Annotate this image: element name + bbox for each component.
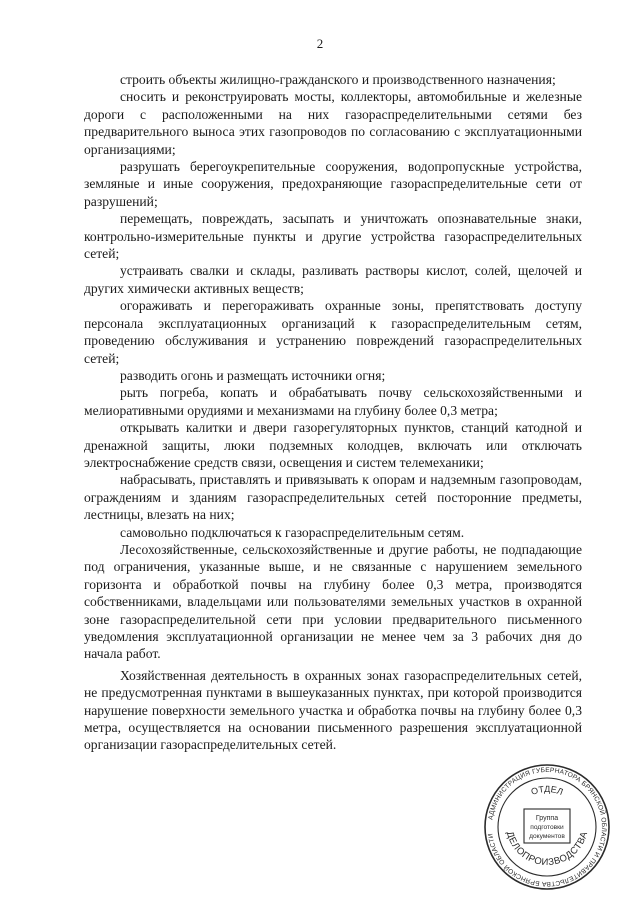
paragraph: самовольно подключаться к газораспределительным сетям. <box>120 524 465 540</box>
paragraph: разрушать берегоукрепительные сооружения, водопропускные устройства, земляные и иные сооружения, предохраняющие газораспределительные сети от разрушений; <box>84 159 582 209</box>
paragraph: рыть погреба, копать и обрабатывать почву сельскохозяйственными и мелиоративными орудиями и механизмами на глубину более 0,3 метра; <box>84 385 582 418</box>
stamp-top-text: ОТДЕЛ <box>529 783 565 797</box>
stamp-center-line: документов <box>529 833 565 840</box>
stamp-outer-text: АДМИНИСТРАЦИЯ ГУБЕРНАТОРА БРЯНСКОЙ ОБЛАСТИ И ПРАВИТЕЛЬСТВА БРЯНСКОЙ ОБЛАСТИ <box>487 766 608 888</box>
paragraph: огораживать и перегораживать охранные зоны, препятствовать доступу персонала эксплуатационных организаций к газораспределительным сетям, проведению обслуживания и устранению повреждений газораспределительных сетей; <box>84 298 582 366</box>
page-number: 2 <box>316 36 324 51</box>
paragraph: набрасывать, приставлять и привязывать к опорам и надземным газопроводам, ограждениям и зданиям газораспределительных сетей посторонние предметы, лестницы, влезать на них; <box>84 472 582 523</box>
office-stamp <box>482 762 612 892</box>
paragraph: открывать калитки и двери газорегуляторных пунктов, станций катодной и дренажной защиты, люки подземных колодцев, включать или отключать электроснабжение средств связи, освещения и систем телемеханики; <box>84 420 582 470</box>
paragraph: разводить огонь и размещать источники огня; <box>120 367 386 383</box>
stamp-center-line: подготовки <box>530 824 564 831</box>
paragraph: перемещать, повреждать, засыпать и уничтожать опознавательные знаки, контрольно-измерительные пункты и другие устройства газораспределительных сетей; <box>84 211 582 262</box>
paragraph: сносить и реконструировать мосты, коллекторы, автомобильные и железные дороги с расположенными на них газораспределительными сетями без предварительного выноса этих газопроводов по согласованию с эксплуатационными организациями; <box>84 89 582 157</box>
stamp-bottom-text: ДЕЛОПРОИЗВОДСТВА <box>503 830 591 869</box>
paragraph: Хозяйственная деятельность в охранных зонах газораспределительных сетей, не предусмотренная пунктами в вышеуказанных пунктах, при которой производится нарушение поверхности земельного участка и обработка почвы на глубину более 0,3 метра, осуществляется на основании письменного разрешения эксплуатационной организации газораспределительных сетей. <box>84 667 582 753</box>
stamp-center-line: Группа <box>535 815 559 822</box>
paragraph: устраивать свалки и склады, разливать растворы кислот, солей, щелочей и других химически активных веществ; <box>84 263 582 296</box>
paragraph: Лесохозяйственные, сельскохозяйственные и другие работы, не подпадающие под ограничения, указанные выше, и не связанные с нарушением земельного горизонта и обработкой почвы на глубину более 0,3 метра, производятся собственниками, владельцами или пользователями земельных участков в охранной зоне газораспределительной сети при условии предварительного письменного уведомления эксплуатационной организации не менее чем за 3 рабочих дня до начала работ. <box>84 541 582 662</box>
svg-text:ОТДЕЛ <box>530 784 565 797</box>
stamp-seal <box>482 762 612 892</box>
paragraph: строить объекты жилищно-гражданского и производственного назначения; <box>120 72 556 87</box>
document-body <box>84 71 582 754</box>
